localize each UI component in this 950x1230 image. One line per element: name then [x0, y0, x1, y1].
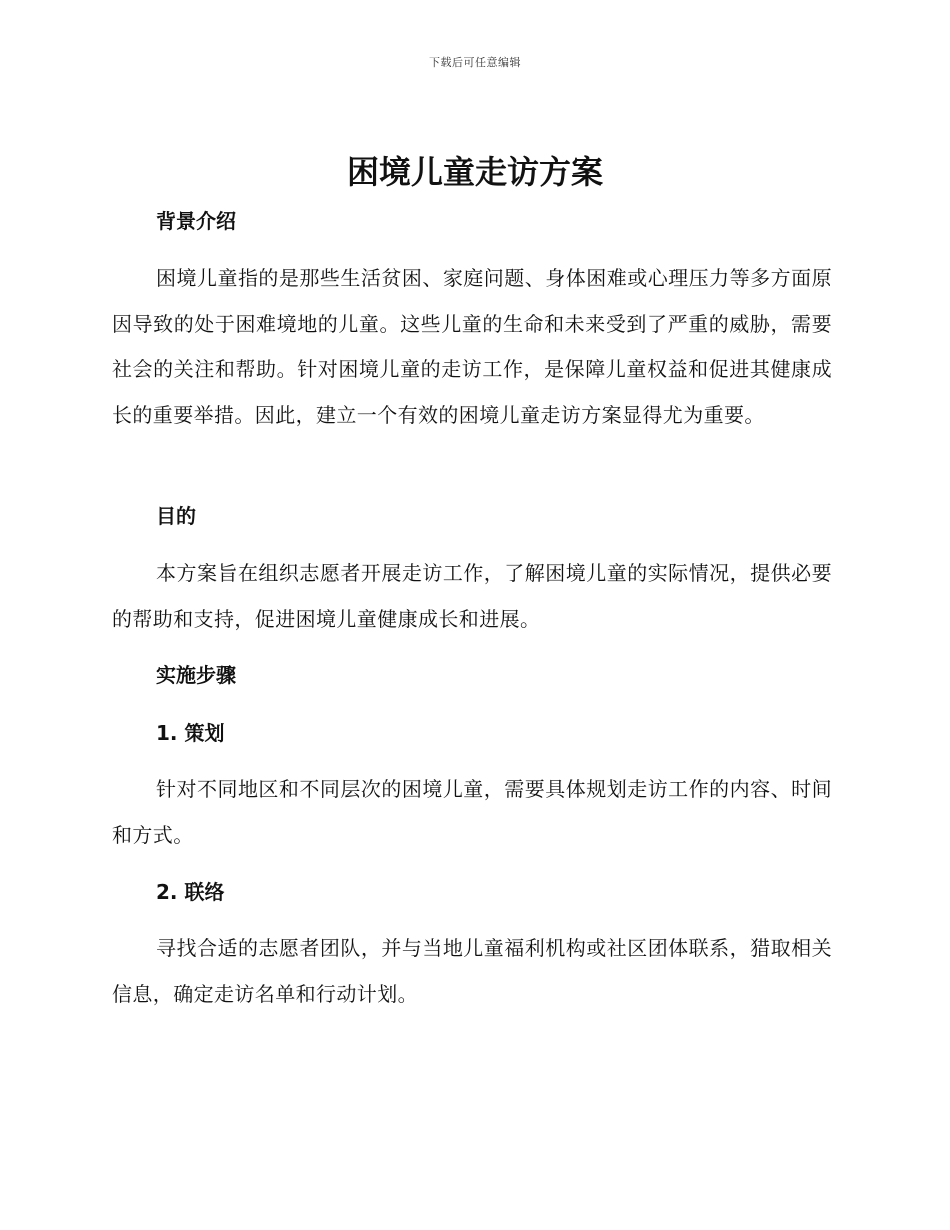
step-heading-planning: 1. 策划: [156, 721, 225, 745]
section-body-purpose: 本方案旨在组织志愿者开展走访工作，了解困境儿童的实际情况，提供必要的帮助和支持，促进困境儿童健康成长和进展。: [112, 561, 832, 631]
step-body-planning: 针对不同地区和不同层次的困境儿童，需要具体规划走访工作的内容、时间和方式。: [112, 777, 832, 847]
step-heading-contact: 2. 联络: [156, 880, 225, 904]
section-heading-steps: 实施步骤: [156, 663, 236, 687]
section-heading-background: 背景介绍: [156, 209, 236, 233]
document-title: 困境儿童走访方案: [346, 153, 603, 191]
header-note: 下载后可任意编辑: [429, 56, 521, 69]
section-body-background: 困境儿童指的是那些生活贫困、家庭问题、身体困难或心理压力等多方面原因导致的处于困难境地的儿童。这些儿童的生命和未来受到了严重的威胁，需要社会的关注和帮助。针对困境儿童的走访工作，是保障儿童权益和促进其健康成长的重要举措。因此，建立一个有效的困境儿童走访方案显得尤为重要。: [112, 266, 832, 427]
step-body-contact: 寻找合适的志愿者团队，并与当地儿童福利机构或社区团体联系，猎取相关信息，确定走访名单和行动计划。: [112, 936, 832, 1006]
section-heading-purpose: 目的: [156, 504, 196, 528]
